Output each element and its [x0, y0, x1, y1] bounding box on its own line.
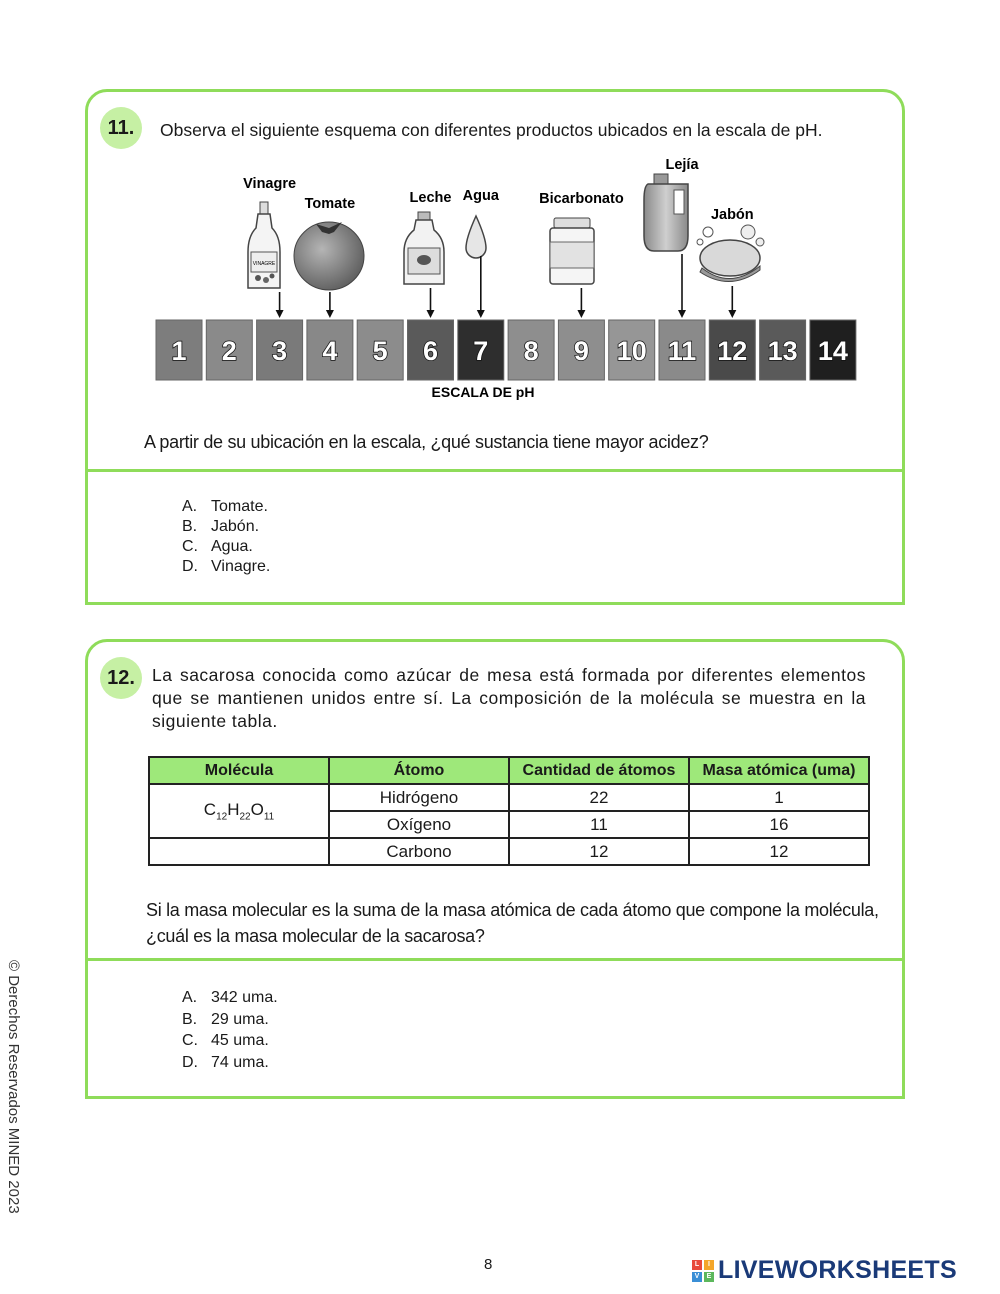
cell-count: 11 — [509, 811, 689, 838]
vinegar-bottle-icon — [248, 202, 280, 288]
ph-value: 7 — [473, 336, 489, 366]
tomato-icon — [294, 222, 364, 290]
question-prompt: Observa el siguiente esquema con diferentes productos ubicados en la escala de pH. — [160, 120, 823, 140]
ph-value: 11 — [667, 336, 697, 366]
bleach-jug-icon — [644, 174, 688, 251]
option-b[interactable]: B. 29 uma. — [182, 1010, 269, 1028]
table-row — [149, 784, 869, 811]
cell-mass: 12 — [689, 838, 869, 865]
brand-name: LIVEWORKSHEETS — [718, 1256, 957, 1284]
ph-value: 9 — [573, 336, 589, 366]
table-row — [149, 838, 869, 865]
ph-value: 5 — [372, 336, 388, 366]
product-label: Leche — [409, 190, 452, 206]
ph-value: 2 — [221, 336, 237, 366]
cell-mass: 1 — [689, 784, 869, 811]
milk-bottle-icon — [404, 212, 444, 284]
option-a[interactable]: A. 342 uma. — [182, 989, 278, 1006]
arrow-head — [276, 310, 284, 318]
header-mass: Masa atómica (uma) — [689, 757, 869, 784]
question-12-card — [85, 639, 905, 1099]
question-number: 12. — [100, 657, 142, 699]
option-b[interactable]: B. Jabón. — [182, 518, 260, 535]
table-header-row — [149, 757, 869, 784]
brand-logo[interactable] — [692, 1256, 957, 1285]
option-a[interactable]: A. Tomate. — [182, 498, 268, 515]
header-count: Cantidad de átomos — [509, 757, 689, 784]
header-atom: Átomo — [329, 757, 509, 784]
option-c[interactable]: C. 45 uma. — [182, 1032, 269, 1049]
ph-value: 4 — [322, 336, 338, 366]
option-c[interactable]: C. Agua. — [182, 538, 253, 555]
arrow-head — [728, 310, 736, 318]
arrow-head — [477, 310, 485, 318]
arrow-head — [678, 310, 686, 318]
question-text: A partir de su ubicación en la escala, ¿qué sustancia tiene mayor acidez? — [144, 432, 709, 452]
product-label: Bicarbonato — [539, 191, 624, 207]
option-d[interactable]: D. 74 uma. — [182, 1053, 269, 1071]
molecule-formula: $C_{12}H_{22}O_{11}$ — [149, 784, 329, 838]
question-text: Si la masa molecular es la suma de la masa atómica de cada átomo que compone la molécula, ¿cuál es la masa molecular de la sacarosa? — [146, 900, 879, 946]
ph-value: 14 — [817, 336, 848, 366]
cell-atom: Carbono — [329, 838, 509, 865]
composition-table — [148, 756, 870, 866]
water-drop-icon — [466, 216, 486, 258]
cell-count: 12 — [509, 838, 689, 865]
copyright: © Derechos Reservados MINED 2023 — [5, 960, 22, 1214]
product-label: Agua — [462, 188, 499, 204]
arrow-head — [577, 310, 585, 318]
cell-count: 22 — [509, 784, 689, 811]
question-number: 11. — [100, 107, 142, 149]
cell-empty — [149, 838, 329, 865]
ph-value: 12 — [717, 336, 748, 366]
product-label: Jabón — [710, 207, 754, 223]
product-label: Tomate — [304, 196, 356, 212]
header-molecule: Molécula — [149, 757, 329, 784]
question-prompt: La sacarosa conocida como azúcar de mesa está formada por diferentes elementos que se mantienen unidos entre sí. La composición de la molécula se muestra en la siguiente tabla. — [152, 665, 866, 731]
cell-atom: Hidrógeno — [329, 784, 509, 811]
page-number: 8 — [484, 1256, 493, 1273]
arrow-head — [427, 310, 435, 318]
cell-mass: 16 — [689, 811, 869, 838]
option-d[interactable]: D. Vinagre. — [182, 558, 271, 575]
question-11-card — [85, 89, 905, 605]
product-label: Lejía — [665, 157, 699, 173]
ph-value: 6 — [422, 336, 439, 366]
divider — [88, 958, 902, 961]
divider — [88, 469, 902, 472]
soap-bar-icon — [697, 225, 764, 282]
arrow-head — [326, 310, 334, 318]
bottle-label: VINAGRE — [252, 261, 276, 267]
ph-value: 1 — [171, 336, 187, 366]
ph-value: 10 — [616, 336, 647, 366]
ph-value: 8 — [523, 336, 539, 366]
ph-scale-caption: ESCALA DE pH — [431, 384, 535, 400]
cell-atom: Oxígeno — [329, 811, 509, 838]
brand-logo-icon: L I V E — [692, 1260, 714, 1282]
ph-value: 3 — [272, 336, 288, 366]
baking-soda-jar-icon — [550, 218, 594, 284]
ph-value: 13 — [767, 336, 798, 366]
product-label: Vinagre — [243, 176, 297, 192]
answer-options — [182, 987, 278, 1073]
answer-options — [182, 497, 270, 577]
ph-scale-diagram — [148, 156, 868, 406]
